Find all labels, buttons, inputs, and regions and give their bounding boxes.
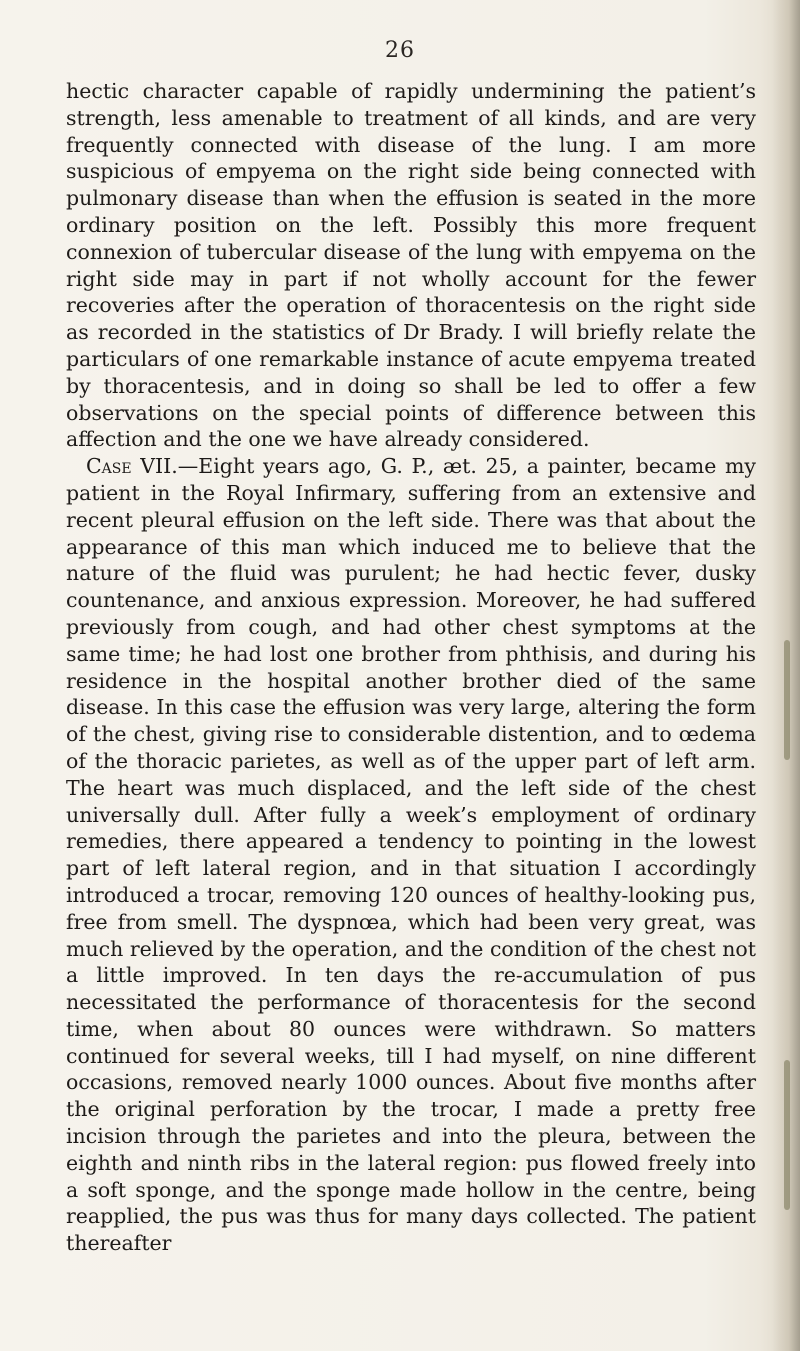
case-label: Case VII. (86, 454, 178, 479)
body-text (66, 78, 756, 1257)
binding-stain (784, 640, 790, 760)
page-number: 26 (385, 38, 415, 63)
paragraph-case-vii (66, 453, 756, 1257)
case-text: —Eight years ago, G. P., æt. 25, a painter, became my patient in the Royal Infirmary, suffering from an extensive and recent pleural effusion on the left side. There was that about the appearance of this man which induced me to believe that the nature of the fluid was purulent; he had hectic fever, dusky countenance, and anxious expression. Moreover, he had suffered previously from cough, and had other chest symptoms at the same time; he had lost one brother from phthisis, and during his residence in the hospital another brother died of the same disease. In this case the effusion was very large, altering the form of the chest, giving rise to considerable distention, and to œdema of the thoracic parietes, as well as of the upper part of left arm. The heart was much displaced, and the left side of the chest universally dull. After fully a week’s employment of ordinary remedies, there appeared a tendency to pointing in the lowest part of left lateral region, and in that situation I accordingly introduced a trocar, removing 120 ounces of healthy-looking pus, free from smell. The dyspnœa, which had been very great, was much relieved by the operation, and the condition of the chest not a little improved. In ten days the re-accumulation of pus necessitated the performance of thoracentesis for the second time, when about 80 ounces were withdrawn. So matters continued for several weeks, till I had myself, on nine different occasions, removed nearly 1000 ounces. About five months after the original perforation by the trocar, I made a pretty free incision through the parietes and into the pleura, between the eighth and ninth ribs in the lateral region: pus flowed freely into a soft sponge, and the sponge made hollow in the centre, being reapplied, the pus was thus for many days collected. The patient thereafter (66, 454, 756, 1256)
paragraph-continuation: hectic character capable of rapidly undermining the patient’s strength, less amenable to treatment of all kinds, and are very frequently connected with disease of the lung. I am more suspicious of empyema on the right side being connected with pulmonary disease than when the effusion is seated in the more ordinary position on the left. Possibly this more frequent connexion of tubercular disease of the lung with empyema on the right side may in part if not wholly account for the fewer recoveries after the operation of thoracentesis on the right side as recorded in the statistics of Dr Brady. I will briefly relate the particulars of one remarkable instance of acute empyema treated by thoracentesis, and in doing so shall be led to offer a few observations on the special points of difference between this affection and the one we have already considered. (66, 79, 756, 452)
binding-stain (784, 1060, 790, 1210)
